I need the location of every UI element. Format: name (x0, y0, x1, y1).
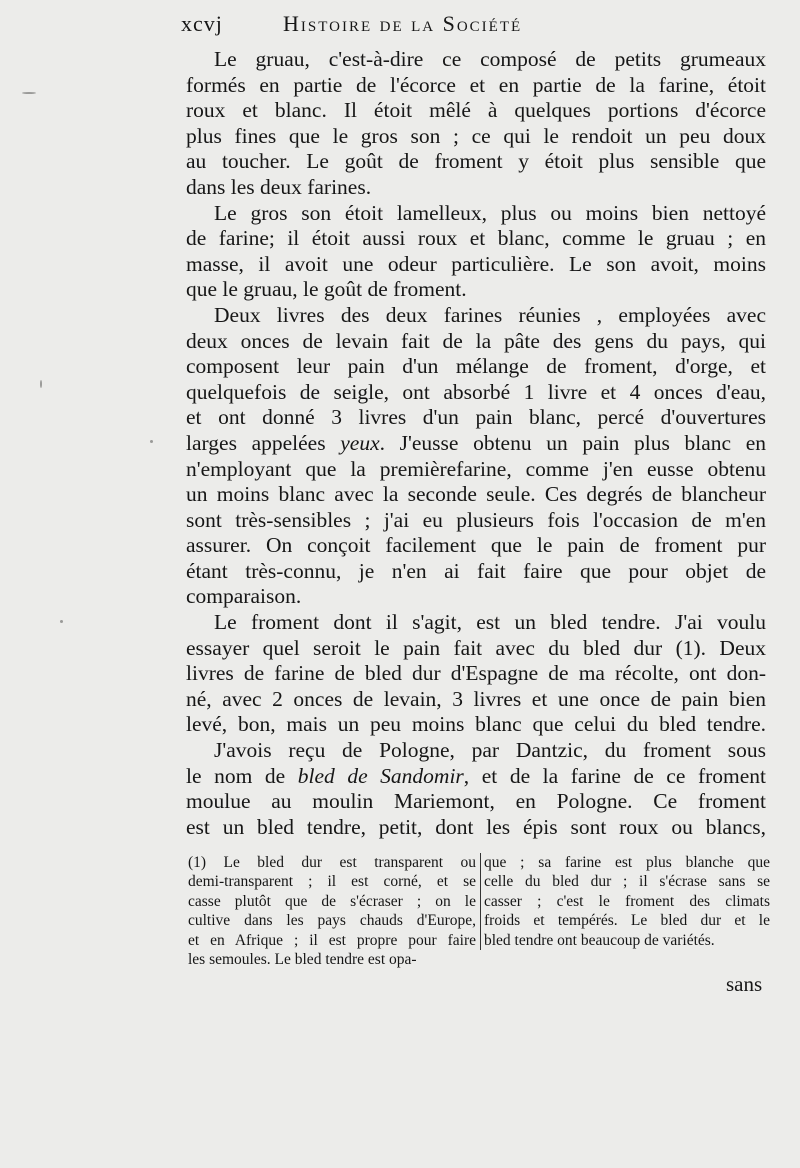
text-line: deux onces de levain fait de la pâte des gens du pays, qui (186, 328, 766, 353)
text-line: quelquefois de seigle, ont absorbé 1 livre et 4 onces d'eau, (186, 379, 766, 404)
text-line: plus fines que le gros son ; ce qui le rendoit un peu doux (186, 123, 766, 148)
text-line: Le froment dont il s'agit, est un bled tendre. J'ai voulu (214, 610, 766, 635)
text-line: Deux livres des deux farines réunies , employées avec (214, 302, 766, 327)
footnote-line: casse plutôt que de s'écraser ; on le (188, 892, 476, 910)
footnote-line: (1) Le bled dur est transparent ou (188, 854, 476, 871)
scan-speck (40, 380, 42, 388)
page-header (181, 11, 771, 43)
text-line: composent leur pain d'un mélange de froment, d'orge, et (186, 354, 766, 379)
text-line: sont très-sensibles ; j'ai eu plusieurs fois l'occasion de m'en (186, 507, 766, 532)
footnote-line: cultive dans les pays chauds d'Europe, (188, 912, 476, 930)
text-line: étant très-connu, je n'en ai fait faire que pour objet de (186, 558, 766, 583)
body-text (186, 47, 766, 840)
text-line: masse, il avoit une odeur particulière. Le son avoit, moins (186, 251, 766, 276)
text-line: livres de farine de bled dur d'Espagne de ma récolte, ont don- (186, 661, 766, 686)
footnote-line: que ; sa farine est plus blanche que (484, 854, 770, 871)
text-line: formés en partie de l'écorce et en partie de la farine, étoit (186, 72, 766, 97)
text-line: que le gruau, le goût de froment. (186, 277, 467, 302)
scan-speck (60, 620, 63, 623)
text-line: le nom de bled de Sandomir, et de la farine de ce froment (186, 763, 766, 788)
running-title: Histoire de la Société (283, 11, 523, 36)
footnote-line: celle du bled dur ; il s'écrase sans se (484, 873, 770, 891)
text-line: roux et blanc. Il étoit mêlé à quelques portions d'écorce (186, 98, 766, 123)
footnote-left-column (188, 853, 476, 969)
text-line: moulue au moulin Mariemont, en Pologne. Ce froment (186, 789, 766, 814)
text-line: levé, bon, mais un peu moins blanc que celui du bled tendre. (186, 712, 766, 737)
text-line: essayer quel seroit le pain fait avec du bled dur (1). Deux (186, 635, 766, 660)
footnote-line: bled tendre ont beaucoup de variétés. (484, 931, 715, 949)
text-line: est un bled tendre, petit, dont les épis sont roux ou blancs, (186, 814, 766, 839)
text-line: dans les deux farines. (186, 174, 372, 199)
text-line: et ont donné 3 livres d'un pain blanc, percé d'ouvertures (186, 405, 766, 430)
scan-speck (150, 440, 153, 443)
text-line: n'employant que la premièrefarine, comme j'en eusse obtenu (186, 456, 766, 481)
text-line: au toucher. Le goût de froment y étoit plus sensible que (186, 149, 766, 174)
text-line: de farine; il étoit aussi roux et blanc, comme le gruau ; en (186, 226, 766, 251)
footnote-right-column (480, 853, 770, 950)
text-line: assurer. On conçoit facilement que le pain de froment pur (186, 533, 766, 558)
footnote-line: demi-transparent ; il est corné, et se (188, 873, 476, 891)
text-line: né, avec 2 onces de levain, 3 livres et une once de pain bien (186, 686, 766, 711)
text-line: comparaison. (186, 584, 302, 609)
footnote-block (188, 853, 770, 968)
text-line: J'avois reçu de Pologne, par Dantzic, du froment sous (214, 738, 766, 763)
footnote-line: et en Afrique ; il est propre pour faire (188, 931, 476, 949)
footnote-line: casser ; c'est le froment des climats (484, 892, 770, 910)
page-number: xcvj (181, 11, 223, 36)
catchword: sans (726, 972, 763, 996)
text-line: Le gruau, c'est-à-dire ce composé de petits grumeaux (214, 47, 766, 71)
text-line: Le gros son étoit lamelleux, plus ou moins bien nettoyé (214, 200, 766, 225)
text-line: larges appelées yeux. J'eusse obtenu un pain plus blanc en (186, 430, 766, 455)
scan-speck (22, 92, 36, 94)
footnote-line: les semoules. Le bled tendre est opa- (188, 950, 417, 968)
footnote-line: froids et tempérés. Le bled dur et le (484, 912, 770, 930)
text-line: un moins blanc avec la seconde seule. Ces degrés de blancheur (186, 482, 766, 507)
